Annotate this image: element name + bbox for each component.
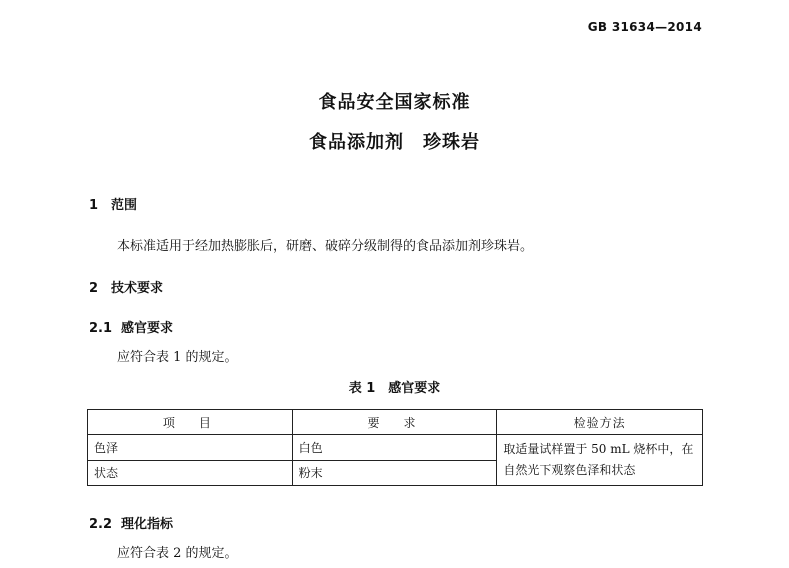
table-header-requirement: 要 求 [292, 410, 497, 435]
sensory-paragraph: 应符合表 1 的规定。 [117, 350, 238, 365]
table-caption: 表 1 感官要求 [348, 381, 441, 396]
table-cell-item: 色泽 [88, 435, 293, 461]
physchem-paragraph: 应符合表 2 的规定。 [117, 546, 238, 561]
table-cell-method: 取适量试样置于 50 mL 烧杯中，在自然光下观察色泽和状态 [497, 435, 703, 486]
section-title: 范围 [111, 198, 138, 213]
section-title: 理化指标 [121, 517, 174, 532]
sensory-requirements-table [87, 409, 703, 486]
document-title: 食品安全国家标准 [318, 92, 471, 113]
section-number: 2.1 [89, 321, 113, 336]
standard-code: GB 31634—2014 [587, 20, 702, 34]
section-2-heading [89, 277, 163, 296]
document-subtitle: 食品添加剂 珍珠岩 [309, 132, 480, 153]
section-2-2-heading [89, 513, 173, 532]
table-header-row [88, 410, 703, 435]
table-header-item: 项 目 [88, 410, 293, 435]
table-cell-requirement: 白色 [292, 435, 497, 461]
table-cell-item: 状态 [88, 460, 293, 486]
section-number: 2.2 [89, 517, 113, 532]
scope-paragraph: 本标准适用于经加热膨胀后，研磨、破碎分级制得的食品添加剂珍珠岩。 [117, 239, 534, 254]
section-2-1-heading [89, 317, 173, 336]
section-title: 技术要求 [111, 281, 164, 296]
table-row [88, 435, 703, 461]
table-header-method: 检验方法 [497, 410, 703, 435]
section-number: 1 [89, 198, 99, 213]
section-1-heading [89, 194, 137, 213]
table-cell-requirement: 粉末 [292, 460, 497, 486]
section-title: 感官要求 [121, 321, 174, 336]
section-number: 2 [89, 281, 99, 296]
